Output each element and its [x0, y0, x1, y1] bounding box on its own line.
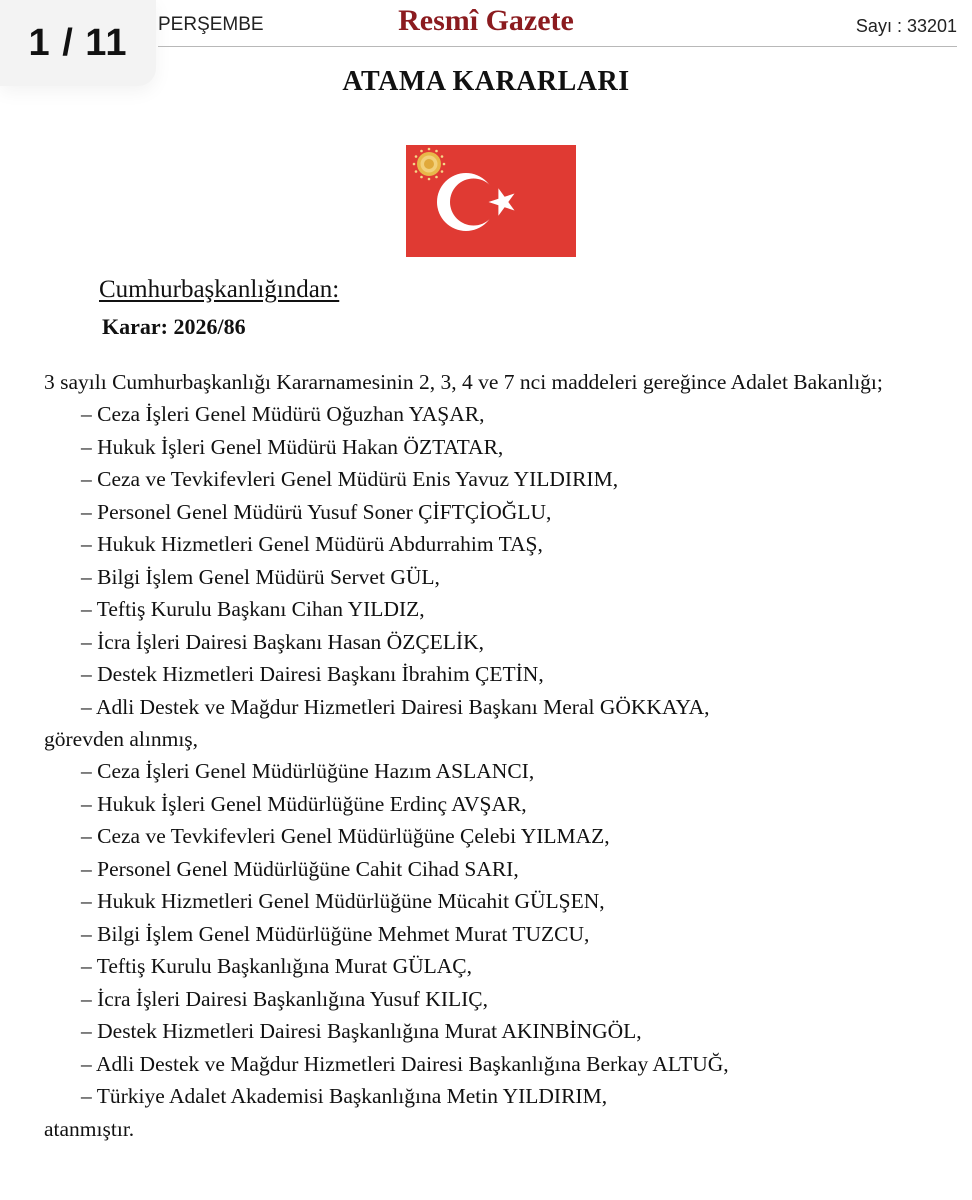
header-divider	[158, 46, 957, 47]
appointed-item: – Hukuk İşleri Genel Müdürlüğüne Erdinç AVŞAR,	[81, 791, 527, 816]
appointed-item: – Türkiye Adalet Akademisi Başkanlığına Metin YILDIRIM,	[81, 1084, 608, 1108]
issue-number: Sayı : 33201	[855, 16, 957, 36]
dismissed-item: – İcra İşleri Dairesi Başkanı Hasan ÖZÇELİK,	[81, 629, 484, 654]
dismissed-item: – Hukuk Hizmetleri Genel Müdürü Abdurrahim TAŞ,	[81, 532, 543, 556]
appointed-item: – Hukuk Hizmetleri Genel Müdürlüğüne Mücahit GÜLŞEN,	[81, 889, 605, 913]
decree-body	[44, 366, 944, 1145]
dismissed-item: – Adli Destek ve Mağdur Hizmetleri Dairesi Başkanı Meral GÖKKAYA,	[81, 694, 710, 719]
dismissed-item: – Bilgi İşlem Genel Müdürü Servet GÜL,	[81, 564, 440, 589]
decree-intro: 3 sayılı Cumhurbaşkanlığı Kararnamesinin 2, 3, 4 ve 7 nci maddeleri gereğince Adalet Bakanlığı;	[44, 370, 883, 394]
header-day: PERŞEMBE	[158, 14, 264, 35]
appointed-suffix: atanmıştır.	[44, 1116, 135, 1141]
dismissed-item: – Ceza ve Tevkifevleri Genel Müdürü Enis Yavuz YILDIRIM,	[81, 467, 619, 491]
turkish-flag-icon	[406, 145, 576, 257]
appointed-item: – Adli Destek ve Mağdur Hizmetleri Dairesi Başkanlığına Berkay ALTUĞ,	[81, 1051, 729, 1076]
decision-number: Karar: 2026/86	[102, 314, 246, 339]
dismissed-item: – Destek Hizmetleri Dairesi Başkanı İbrahim ÇETİN,	[81, 662, 544, 686]
appointed-item: – Destek Hizmetleri Dairesi Başkanlığına Murat AKINBİNGÖL,	[81, 1019, 642, 1043]
appointed-item: – Ceza ve Tevkifevleri Genel Müdürlüğüne Çelebi YILMAZ,	[81, 824, 610, 848]
dismissed-suffix: görevden alınmış,	[44, 727, 199, 751]
appointed-item: – Ceza İşleri Genel Müdürlüğüne Hazım ASLANCI,	[81, 759, 535, 783]
page-counter: 1 / 11	[28, 21, 128, 64]
document-title: ATAMA KARARLARI	[342, 66, 630, 97]
dismissed-item: – Teftiş Kurulu Başkanı Cihan YILDIZ,	[81, 597, 425, 621]
appointed-item: – Bilgi İşlem Genel Müdürlüğüne Mehmet Murat TUZCU,	[81, 921, 590, 946]
dismissed-item: – Hukuk İşleri Genel Müdürü Hakan ÖZTATAR,	[81, 434, 504, 459]
dismissed-item: – Personel Genel Müdürü Yusuf Soner ÇİFTÇİOĞLU,	[81, 499, 552, 524]
appointed-item: – Teftiş Kurulu Başkanlığına Murat GÜLAÇ,	[81, 954, 473, 978]
appointed-item: – Personel Genel Müdürlüğüne Cahit Cihad SARI,	[81, 856, 519, 881]
dismissed-item: – Ceza İşleri Genel Müdürü Oğuzhan YAŞAR,	[81, 402, 485, 426]
appointed-item: – İcra İşleri Dairesi Başkanlığına Yusuf KILIÇ,	[81, 986, 488, 1011]
gazette-title: Resmî Gazete	[398, 4, 574, 37]
issuer-heading: Cumhurbaşkanlığından:	[99, 276, 340, 303]
